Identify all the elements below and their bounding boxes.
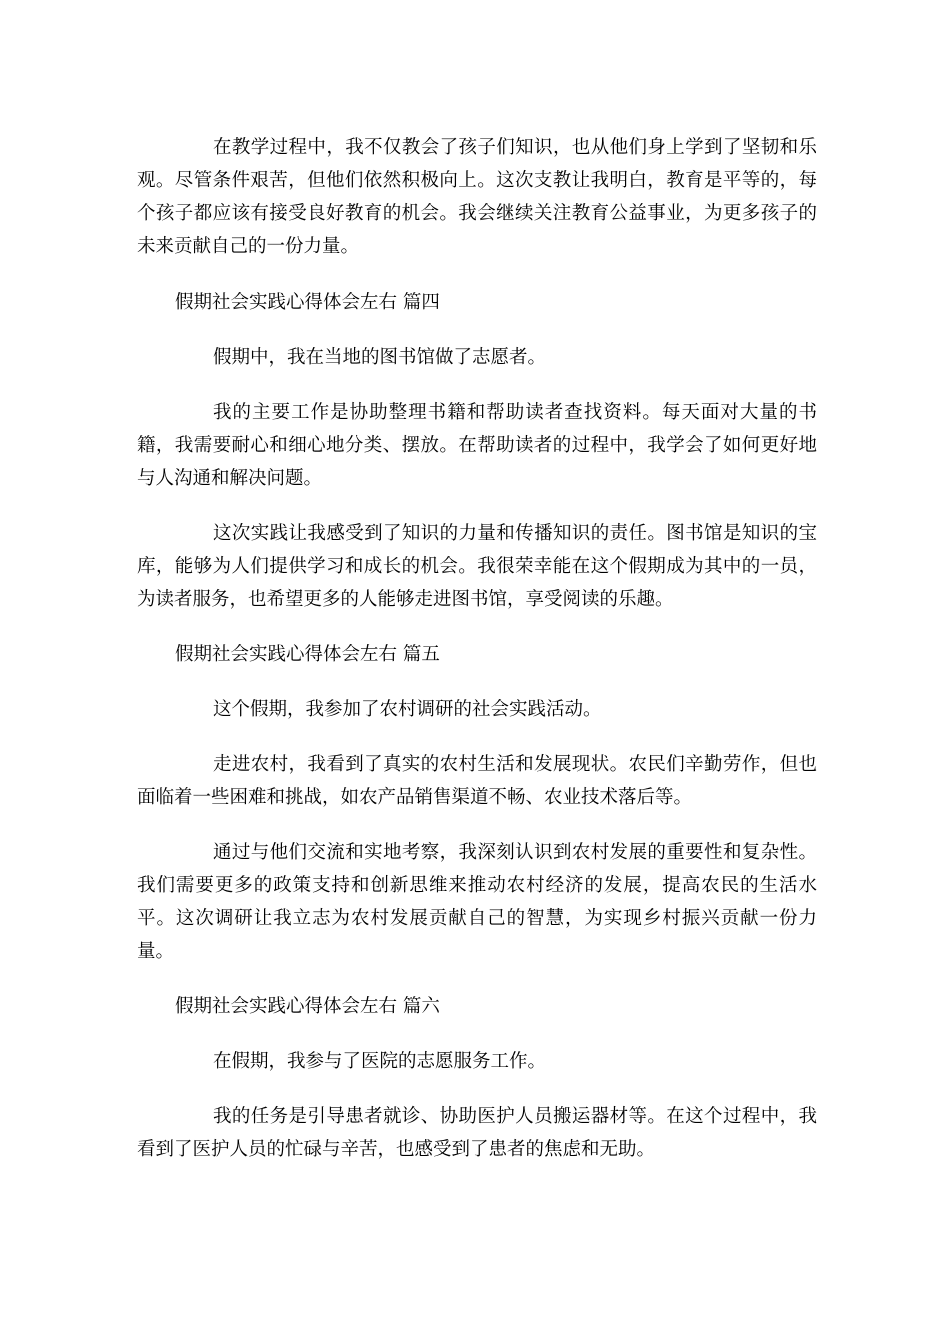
paragraph-library-work: 我的主要工作是协助整理书籍和帮助读者查找资料。每天面对大量的书籍，我需要耐心和细心地分类、摆放。在帮助读者的过程中，我学会了如何更好地与人沟通和解决问题。 (137, 402, 817, 489)
paragraph-hospital-intro: 在假期，我参与了医院的志愿服务工作。 (213, 1051, 547, 1072)
section-heading-part-4: 假期社会实践心得体会左右 篇四 (175, 292, 440, 313)
paragraph-library-reflection: 这次实践让我感受到了知识的力量和传播知识的责任。图书馆是知识的宝库，能够为人们提供学习和成长的机会。我很荣幸能在这个假期成为其中的一员，为读者服务，也希望更多的人能够走进图书馆，享受阅读的乐趣。 (137, 523, 817, 610)
section-heading-part-5: 假期社会实践心得体会左右 篇五 (175, 644, 440, 665)
paragraph-rural-observation: 走进农村，我看到了真实的农村生活和发展现状。农民们辛勤劳作，但也面临着一些困难和挑战，如农产品销售渠道不畅、农业技术落后等。 (137, 754, 817, 808)
paragraph-library-intro: 假期中，我在当地的图书馆做了志愿者。 (213, 347, 547, 368)
paragraph-teaching-reflection: 在教学过程中，我不仅教会了孩子们知识，也从他们身上学到了坚韧和乐观。尽管条件艰苦，但他们依然积极向上。这次支教让我明白，教育是平等的，每个孩子都应该有接受良好教育的机会。我会继续关注教育公益事业，为更多孩子的未来贡献自己的一份力量。 (137, 137, 817, 257)
paragraph-rural-reflection: 通过与他们交流和实地考察，我深刻认识到农村发展的重要性和复杂性。我们需要更多的政策支持和创新思维来推动农村经济的发展，提高农民的生活水平。这次调研让我立志为农村发展贡献自己的智慧，为实现乡村振兴贡献一份力量。 (137, 842, 817, 962)
paragraph-rural-intro: 这个假期，我参加了农村调研的社会实践活动。 (213, 699, 602, 720)
section-heading-part-6: 假期社会实践心得体会左右 篇六 (175, 996, 440, 1017)
paragraph-hospital-tasks: 我的任务是引导患者就诊、协助医护人员搬运器材等。在这个过程中，我看到了医护人员的忙碌与辛苦，也感受到了患者的焦虑和无助。 (137, 1106, 817, 1160)
